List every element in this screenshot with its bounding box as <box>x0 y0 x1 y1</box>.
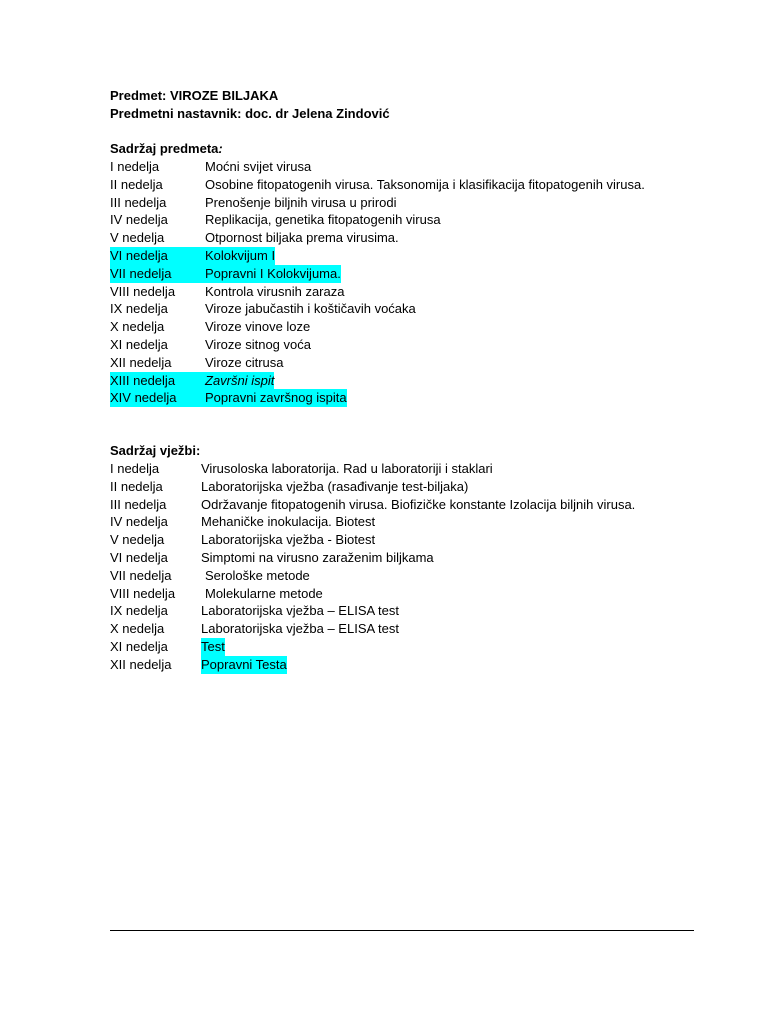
teacher-line: Predmetni nastavnik: doc. dr Jelena Zindović <box>110 106 390 121</box>
course-heading-colon: : <box>218 141 223 156</box>
lab-row <box>110 478 710 496</box>
course-row <box>110 336 710 354</box>
course-week: XII nedelja <box>110 354 172 370</box>
lab-row <box>110 513 710 531</box>
course-topic: Osobine fitopatogenih virusa. Taksonomija i klasifikacija fitopatogenih virusa. <box>205 176 645 192</box>
lab-topic: Serološke metode <box>205 567 310 583</box>
lab-row <box>110 602 710 620</box>
course-row <box>110 283 710 301</box>
lab-row <box>110 460 710 478</box>
course-week: XIII nedelja <box>110 372 205 390</box>
course-week: IX nedelja <box>110 301 168 317</box>
course-topic: Prenošenje biljnih virusa u prirodi <box>205 194 397 210</box>
course-row <box>110 372 710 390</box>
lab-week: V nedelja <box>110 532 165 548</box>
lab-week: IV nedelja <box>110 514 168 530</box>
course-week: III nedelja <box>110 194 167 210</box>
lab-topic: Laboratorijska vježba (rasađivanje test-biljaka) <box>201 478 469 494</box>
course-week: X nedelja <box>110 319 165 335</box>
course-topic: Kolokvijum I <box>205 247 276 263</box>
lab-row <box>110 549 710 567</box>
lab-topic: Laboratorijska vježba - Biotest <box>201 532 376 548</box>
lab-row <box>110 620 710 638</box>
lab-week: XI nedelja <box>110 638 168 654</box>
course-row <box>110 229 710 247</box>
course-week: I nedelja <box>110 159 160 174</box>
course-row <box>110 265 710 283</box>
lab-week: III nedelja <box>110 496 167 512</box>
course-row <box>110 354 710 372</box>
course-topic: Popravni I Kolokvijuma. <box>205 265 341 281</box>
course-topic: Otpornost biljaka prema virusima. <box>205 230 399 246</box>
lab-topic: Test <box>201 638 225 654</box>
lab-topic: Virusoloska laboratorija. Rad u laboratoriji i staklari <box>201 461 493 476</box>
lab-week: VII nedelja <box>110 567 172 583</box>
lab-topic: Laboratorijska vježba – ELISA test <box>201 603 400 619</box>
course-row <box>110 211 710 229</box>
lab-week: IX nedelja <box>110 603 168 619</box>
lab-topic: Simptomi na virusno zaraženim biljkama <box>201 549 434 565</box>
course-week: II nedelja <box>110 176 163 192</box>
course-week: IV nedelja <box>110 212 168 228</box>
footer-rule <box>110 930 694 931</box>
course-topic: Kontrola virusnih zaraza <box>205 283 345 299</box>
lab-week: X nedelja <box>110 621 165 637</box>
lab-schedule <box>110 460 710 674</box>
lab-topic: Popravni Testa <box>201 656 287 672</box>
course-schedule <box>110 158 710 407</box>
subject-line: Predmet: VIROZE BILJAKA <box>110 88 279 103</box>
course-topic: Moćni svijet virusa <box>205 159 312 174</box>
lab-row <box>110 656 710 674</box>
course-topic: Viroze sitnog voća <box>205 336 311 352</box>
course-topic: Završni ispit <box>205 372 275 388</box>
course-week: VIII nedelja <box>110 283 176 299</box>
lab-week: XII nedelja <box>110 656 172 672</box>
lab-topic: Održavanje fitopatogenih virusa. Biofizičke konstante Izolacija biljnih virusa. <box>201 496 636 512</box>
course-row <box>110 318 710 336</box>
course-topic: Viroze vinove loze <box>205 319 311 335</box>
course-week: V nedelja <box>110 230 165 246</box>
lab-row <box>110 496 710 514</box>
lab-week: VI nedelja <box>110 549 168 565</box>
course-topic: Popravni završnog ispita <box>205 390 347 406</box>
course-row <box>110 158 710 176</box>
lab-week: VIII nedelja <box>110 585 176 601</box>
lab-topic: Molekularne metode <box>205 585 323 601</box>
lab-content-heading: Sadržaj vježbi: <box>110 443 201 458</box>
course-week: VII nedelja <box>110 265 205 283</box>
lab-row <box>110 531 710 549</box>
course-week: VI nedelja <box>110 247 205 265</box>
course-content-heading <box>110 140 223 158</box>
course-row <box>110 247 710 265</box>
lab-row <box>110 585 710 603</box>
lab-week: II nedelja <box>110 478 163 494</box>
course-week: XIV nedelja <box>110 389 205 407</box>
lab-row <box>110 638 710 656</box>
course-topic: Replikacija, genetika fitopatogenih virusa <box>205 212 441 228</box>
course-topic: Viroze citrusa <box>205 354 284 370</box>
course-week: XI nedelja <box>110 336 168 352</box>
lab-topic: Laboratorijska vježba – ELISA test <box>201 621 400 637</box>
course-row <box>110 176 710 194</box>
course-row <box>110 389 710 407</box>
course-topic: Viroze jabučastih i koštičavih voćaka <box>205 301 416 317</box>
course-row <box>110 194 710 212</box>
course-row <box>110 300 710 318</box>
lab-row <box>110 567 710 585</box>
lab-topic: Mehaničke inokulacija. Biotest <box>201 514 376 530</box>
lab-week: I nedelja <box>110 461 160 476</box>
course-heading-text: Sadržaj predmeta <box>110 141 219 156</box>
